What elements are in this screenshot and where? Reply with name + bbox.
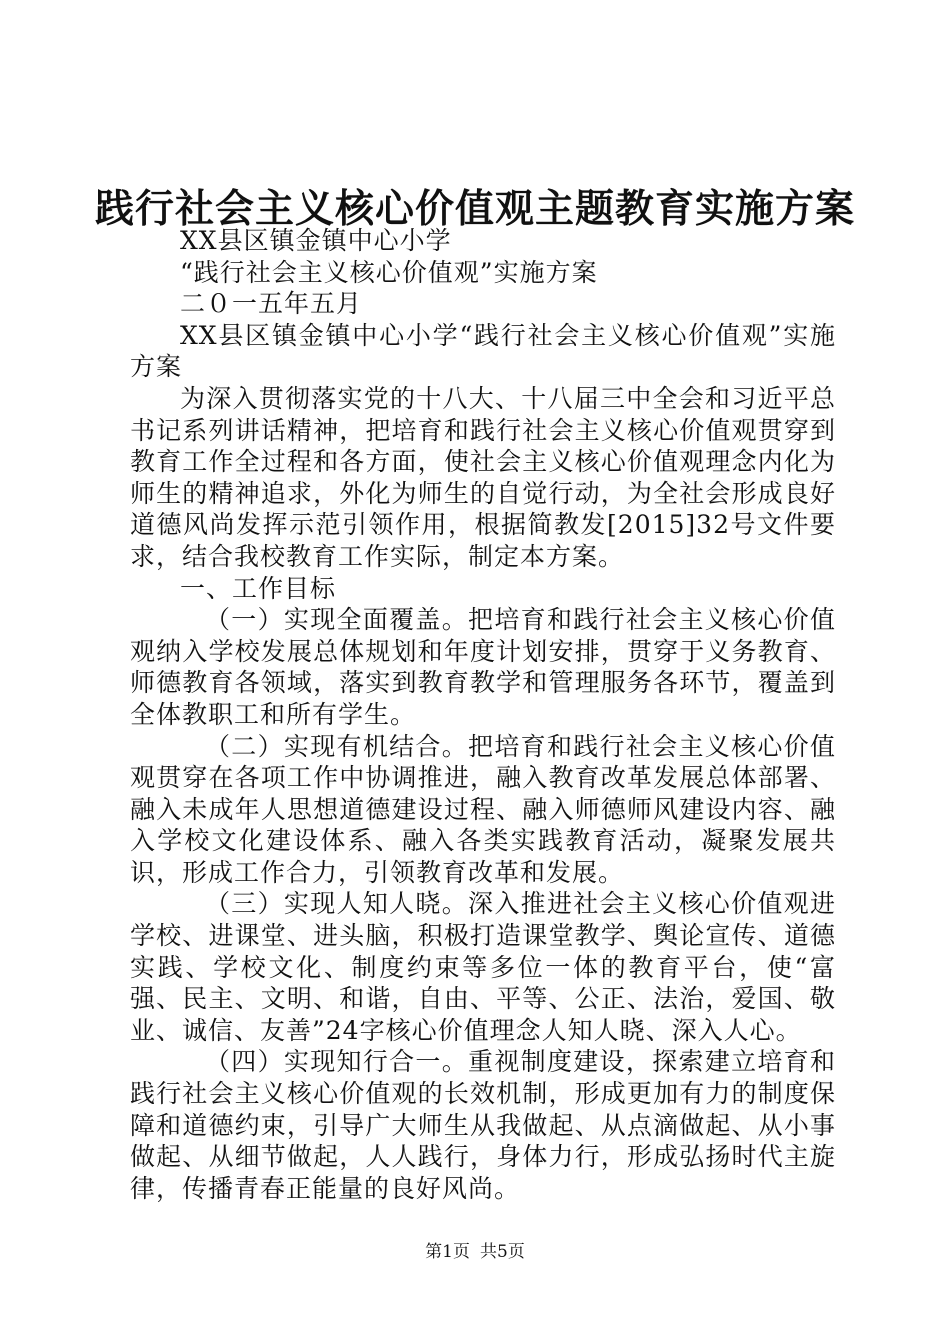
page-number: 第1页 [425,1242,470,1262]
goal-paragraph-4: （四）实现知行合一。重视制度建设，探索建立培育和践行社会主义核心价值观的长效机制，形成更加有力的制度保障和道德约束，引导广大师生从我做起、从点滴做起、从小事做起、从细节做起，人人践行，身体力行，形成弘扬时代主旋律，传播青春正能量的良好风尚。 [130,1047,836,1203]
goal-paragraph-1: （一）实现全面覆盖。把培育和践行社会主义核心价值观纳入学校发展总体规划和年度计划安排，贯穿于义务教育、师德教育各领域，落实到教育教学和管理服务各环节，覆盖到全体教职工和所有学生。 [130,605,836,729]
intro-paragraph: 为深入贯彻落实党的十八大、十八届三中全会和习近平总书记系列讲话精神，把培育和践行社会主义核心价值观贯穿到教育工作全过程和各方面，使社会主义核心价值观理念内化为师生的精神追求，外化为师生的自觉行动，为全社会形成良好道德风尚发挥示范引领作用，根据简教发[2015]32号文件要求，结合我校教育工作实际，制定本方案。 [130,383,836,571]
page-total: 共5页 [480,1242,525,1262]
plan-name-line: “践行社会主义核心价值观”实施方案 [180,257,598,287]
goal-paragraph-3: （三）实现人知人晓。深入推进社会主义核心价值观进学校、进课堂、进头脑，积极打造课堂教学、舆论宣传、道德实践、学校文化、制度约束等多位一体的教育平台，使“富强、民主、文明、和谐，自由、平等、公正、法治，爱国、敬业、诚信、友善”24字核心价值理念人知人晓、深入人心。 [130,889,836,1045]
date-line: 二０一五年五月 [180,289,363,319]
full-heading-line: XX县区镇金镇中心小学“践行社会主义核心价值观”实施方案 [130,320,836,382]
document-title: 践行社会主义核心价值观主题教育实施方案 [94,186,855,232]
section-heading: 一、工作目标 [180,573,337,603]
goal-paragraph-2: （二）实现有机结合。把培育和践行社会主义核心价值观贯穿在各项工作中协调推进，融入教育改革发展总体部署、融入未成年人思想道德建设过程、融入师德师风建设内容、融入学校文化建设体系、融入各类实践教育活动，凝聚发展共识，形成工作合力，引领教育改革和发展。 [130,731,836,887]
document-body [130,225,836,1204]
page-footer [0,1240,950,1264]
school-name-line: XX县区镇金镇中心小学 [180,226,452,255]
